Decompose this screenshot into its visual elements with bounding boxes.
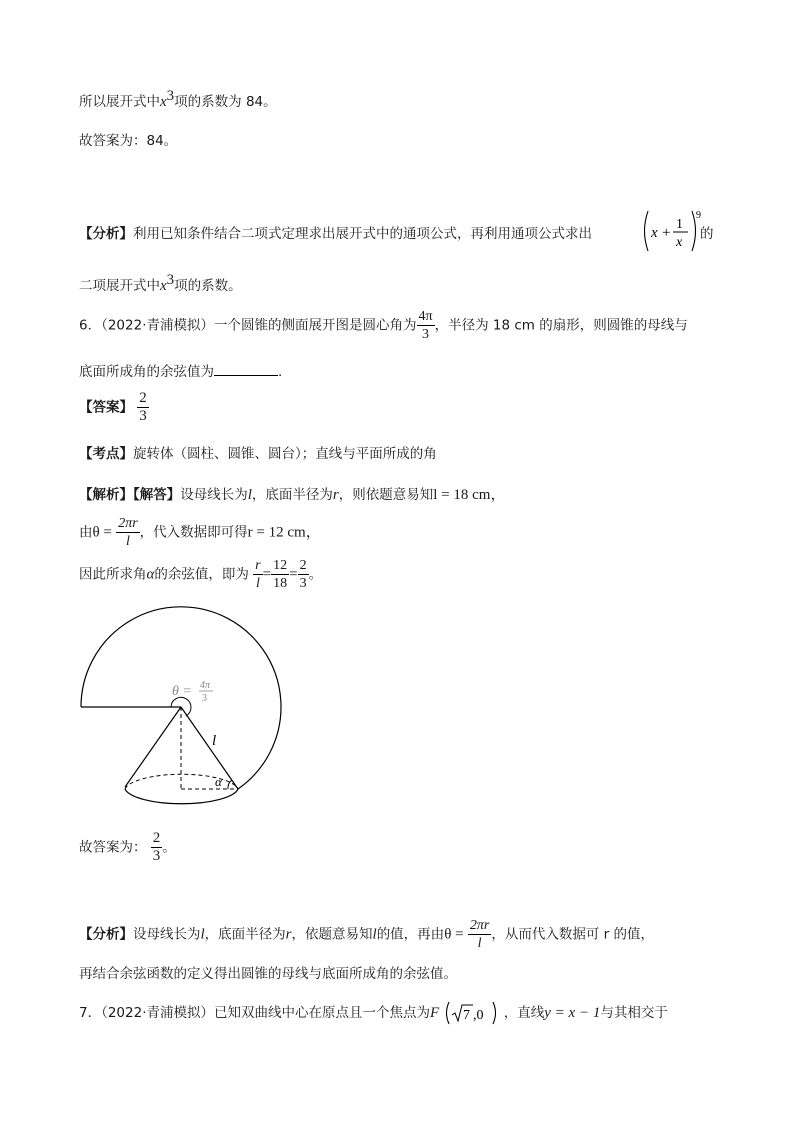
question-6-line2: 底面所成角的余弦值为 .: [79, 364, 283, 380]
cone-figure-svg: [70, 605, 310, 820]
text-line: 所以展开式中$x^3$项的系数为 84。: [79, 88, 277, 110]
kaodian-line: 【考点】旋转体（圆柱、圆锥、圆台）；直线与平面所成的角: [79, 446, 437, 462]
jiexi-line-b: 由θ = $\frac{2\pi r}{l}$ ，代入数据即可得r = 12 cm，: [79, 516, 321, 549]
analysis-line: 【分析】利用已知条件结合二项式定理求出展开式中的通项公式，再利用通项公式求出: [79, 226, 592, 242]
svg-text:θ =: θ =: [172, 684, 192, 699]
svg-text:1: 1: [676, 217, 683, 232]
svg-text:α: α: [215, 774, 222, 789]
svg-text:7: 7: [463, 1008, 471, 1023]
jiexi-line: 【解析】【解答】设母线长为l，底面半径为r，则依题意易知l = 18 cm，: [79, 487, 506, 503]
analysis-6: 【分析】设母线长为l，底面半径为r，依题意易知l的值，再由θ = $\frac{2\pi r}{l}$ ，从而代入数据可 r 的值，: [79, 918, 654, 951]
question-7: 7．（2022·青浦模拟）已知双曲线中心在原点且一个焦点为F 7 ,0 ，直线y = x − 1与其相交于: [79, 1000, 668, 1026]
focus-coordinate-svg: [443, 1000, 499, 1026]
answer-blank: [214, 363, 278, 376]
svg-text:4π: 4π: [200, 680, 211, 691]
binomial-formula-svg: [640, 207, 704, 255]
svg-text:x: x: [676, 235, 683, 250]
text-fragment: 的: [700, 226, 714, 242]
text-line: 二项展开式中$x^3$项的系数。: [79, 272, 242, 294]
svg-text:x: x: [651, 225, 658, 241]
final-answer-line: 故答案为： $\frac{2}{3}$ 。: [79, 830, 176, 864]
text-line: 故答案为：84。: [79, 133, 178, 149]
answer-line: 【答案】 $\frac{2}{3}$: [79, 390, 147, 424]
binomial-formula: [640, 207, 704, 259]
question-6: 6．（2022·青浦模拟）一个圆锥的侧面展开图是圆心角为 $\frac{4\pi}{3}$ ，半径为 18 cm 的扇形，则圆锥的母线与: [79, 309, 688, 342]
svg-text:9: 9: [696, 210, 701, 221]
svg-text:,0: ,0: [473, 1008, 484, 1023]
cone-figure: [70, 605, 310, 824]
svg-text:+: +: [662, 225, 671, 241]
svg-text:3: 3: [202, 693, 207, 704]
svg-text:l: l: [212, 733, 217, 749]
analysis-6-line2: 再结合余弦函数的定义得出圆锥的母线与底面所成角的余弦值。: [79, 966, 457, 982]
jiexi-line-c: 因此所求角α的余弦值，即为 $\frac{r}{l}$ = $\frac{12}{18}$ = $\frac{2}{3}$ 。: [79, 558, 323, 591]
